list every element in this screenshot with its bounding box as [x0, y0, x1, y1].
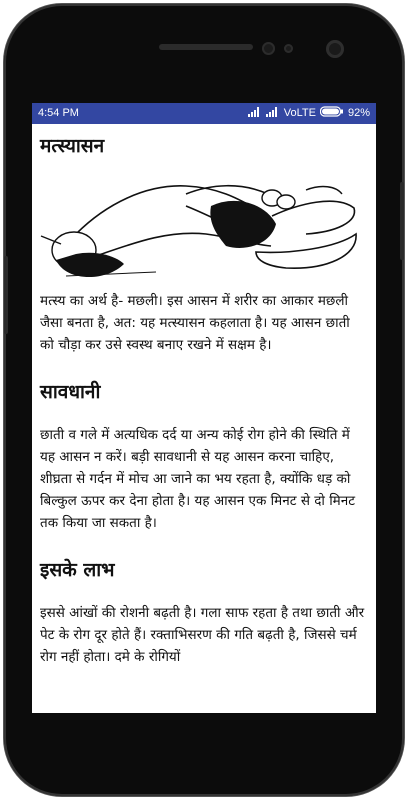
light-sensor	[284, 44, 293, 53]
section-title-benefits: इसके लाभ	[40, 559, 115, 581]
section-text-precaution: छाती व गले में अत्यधिक दर्द या अन्य कोई रोग होने की स्थिति में यह आसन न करें। बड़ी सावधानी से यह आसन करना चाहिए, शीघ्रता से गर्दन में मोच आ जाने का भय रहता है, क्योंकि धड़ को बिल्कुल ऊपर कर देना होता है। यह आसन एक मिनट से दो मिनट तक किया जा सकता है।	[40, 427, 356, 531]
section-text-benefits: इससे आंखों की रोशनी बढ़ती है। गला साफ रहता है तथा छाती और पेट के रोग दूर होते हैं। रक्ताभिसरण की गति बढ़ती है, जिससे चर्म रोग नहीं होता। दमे के रोगियों	[40, 605, 365, 665]
matsyasana-pose-illustration	[36, 164, 362, 286]
proximity-sensor	[262, 42, 275, 55]
signal-icon	[248, 106, 262, 120]
status-bar	[32, 103, 376, 124]
battery-percent: 92%	[347, 107, 370, 119]
article-content[interactable]	[32, 124, 376, 713]
status-time: 4:54 PM	[38, 107, 79, 119]
battery-icon	[320, 106, 344, 120]
section-title-precaution: सावधानी	[40, 381, 101, 403]
section-text-matsyasana: मत्स्य का अर्थ है- मछली। इस आसन में शरीर का आकार मछली जैसा बनता है, अत: यह मत्स्यासन कहलाता है। यह आसन छाती को चौड़ा कर उसे स्वस्थ बनाए रखने में सक्षम है।	[40, 293, 350, 353]
front-camera	[326, 40, 344, 58]
power-button	[400, 182, 404, 260]
section-title-matsyasana: मत्स्यासन	[40, 135, 105, 157]
app-screen	[32, 103, 376, 713]
volume-button	[4, 256, 8, 334]
earpiece-speaker	[159, 44, 253, 50]
network-label: VoLTE	[283, 107, 316, 119]
signal-icon-sim2	[266, 106, 280, 120]
